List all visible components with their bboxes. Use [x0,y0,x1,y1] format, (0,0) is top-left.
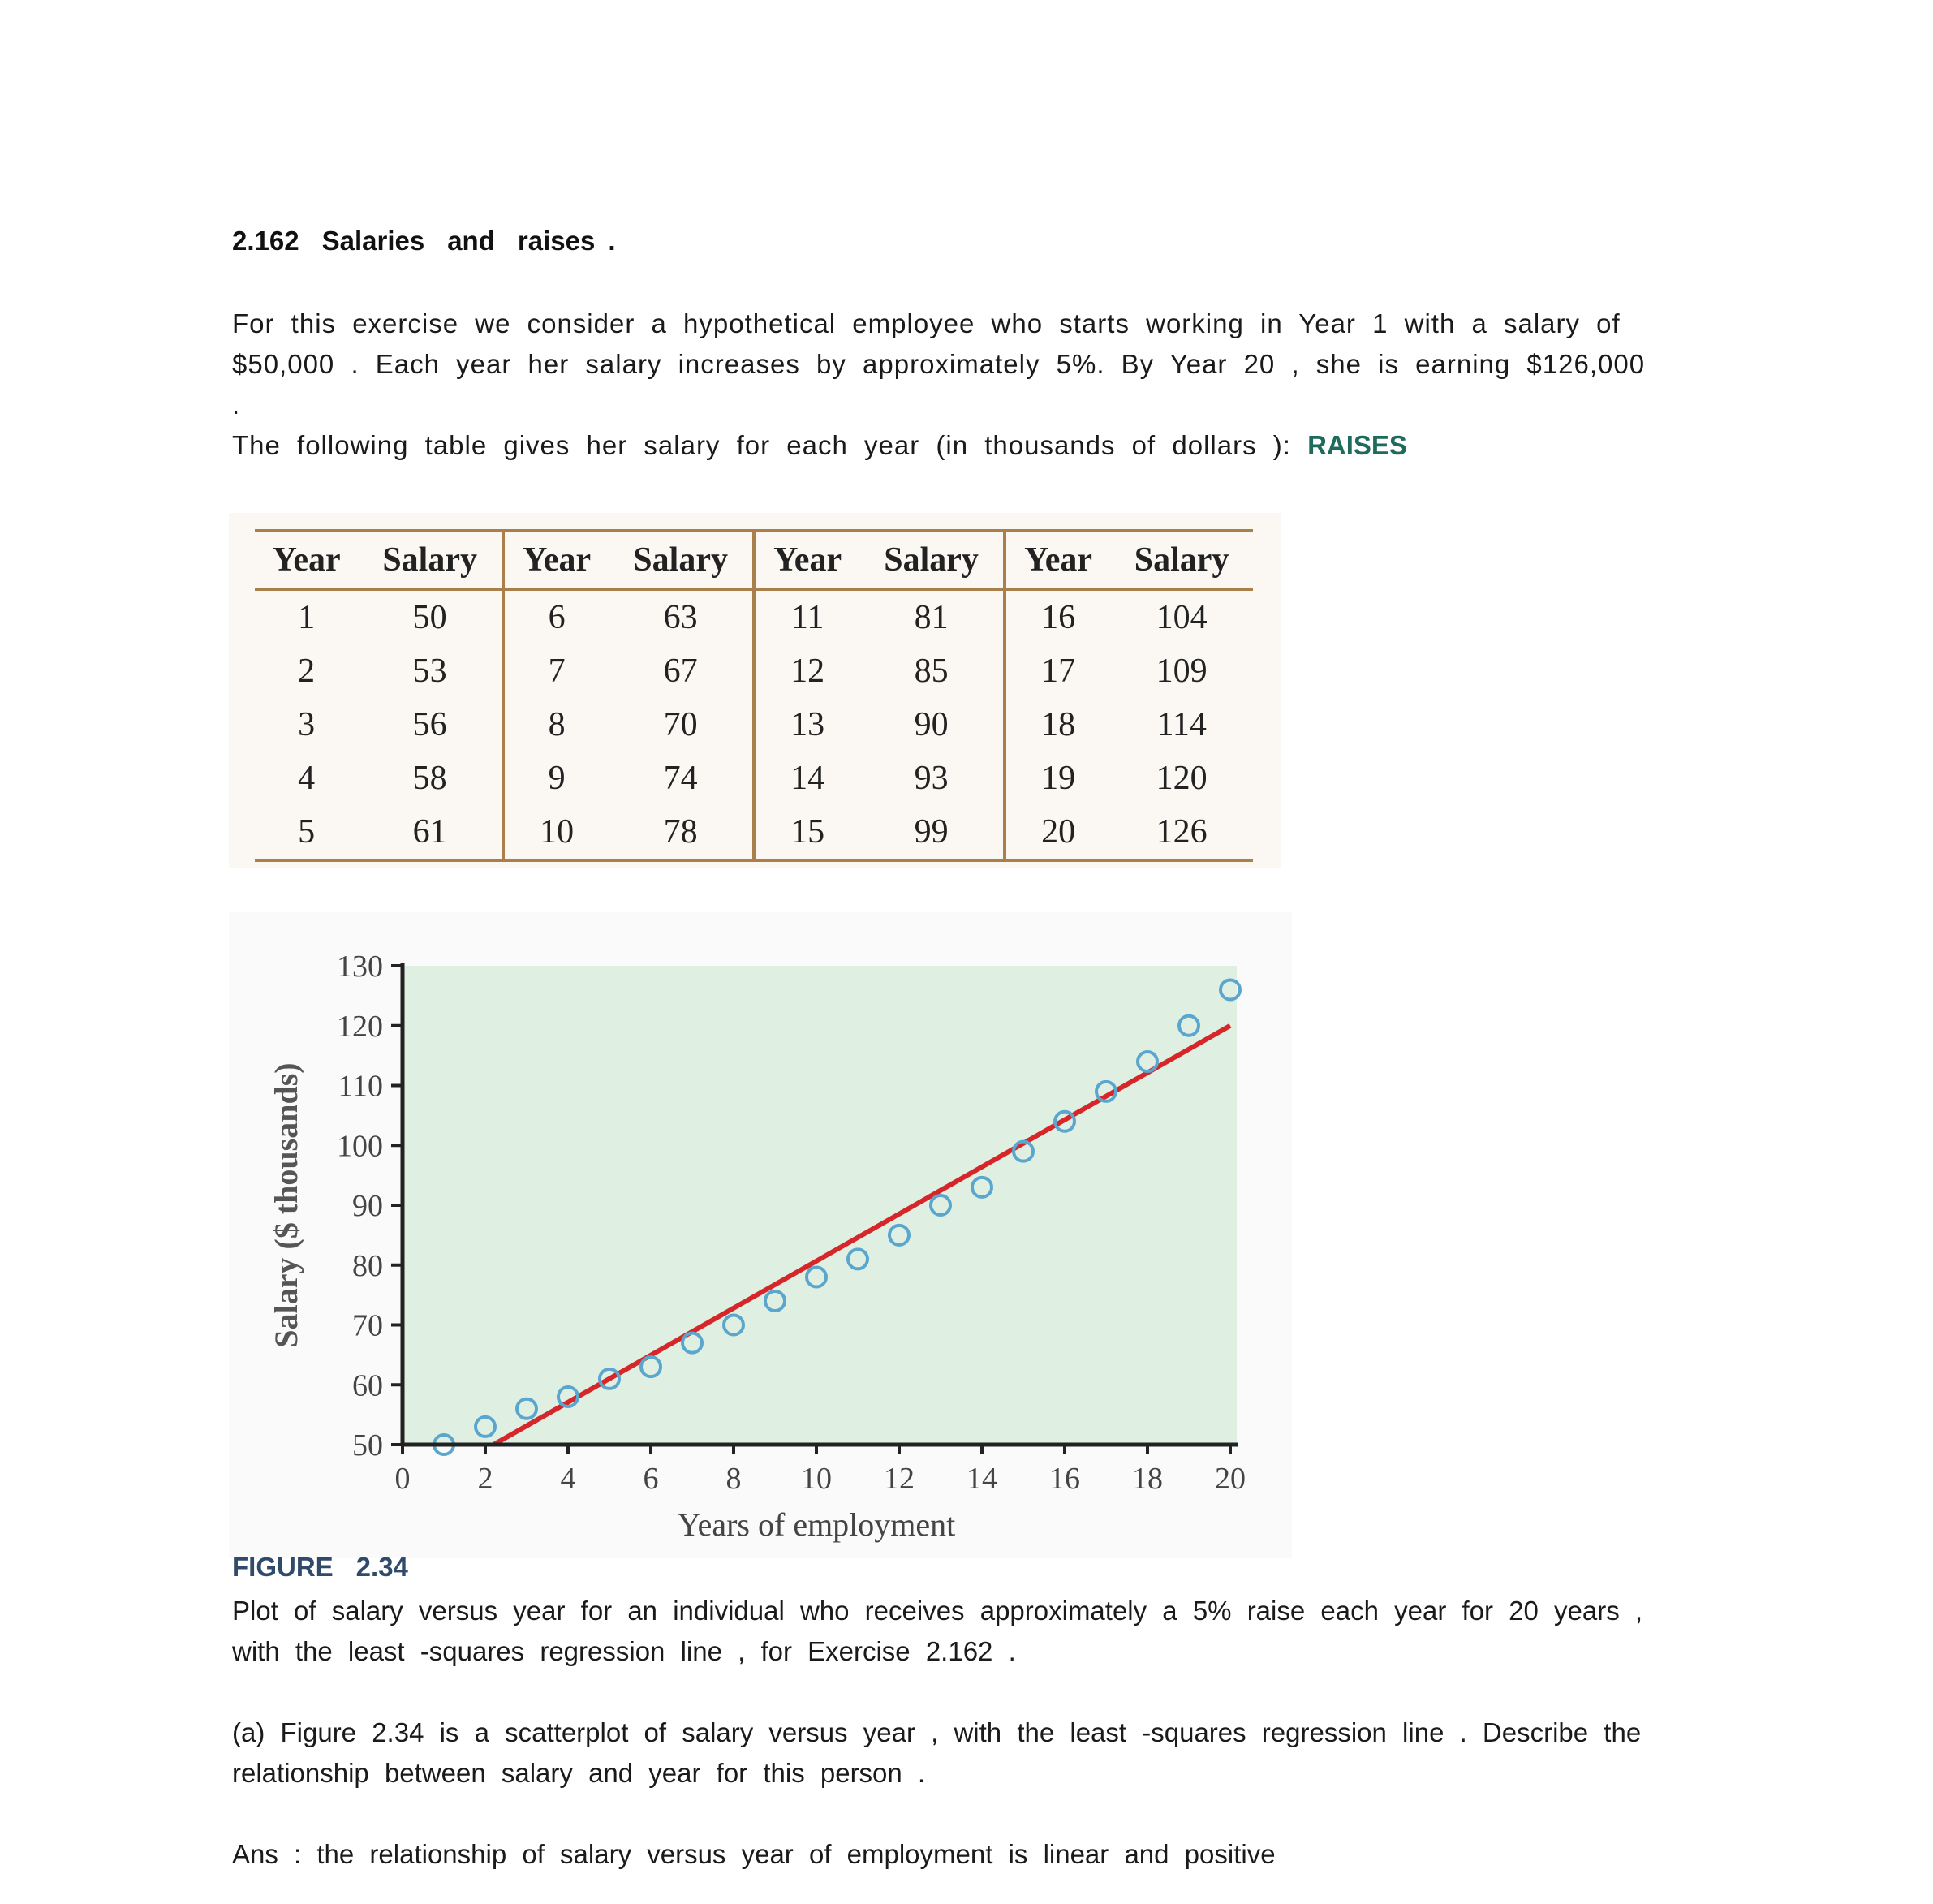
intro-text: For this exercise we consider a hypothetical employee who starts working in Year 1 with a salary of $50,000 . Each year her salary increases by approximately 5%. By Year 20 , she is earning $126,000 . [232,308,1646,420]
table-cell: 114 [1156,706,1207,743]
table-cell: 5 [255,805,358,860]
x-tick-label: 14 [966,1462,997,1496]
table-row [255,805,1253,860]
x-axis-ticks [395,1445,1246,1496]
x-tick-label: 18 [1132,1462,1163,1496]
table-cell: 99 [859,805,1005,860]
table-cell: 78 [609,805,754,860]
table-cell: 7 [503,644,609,698]
table-cell: 8 [503,698,609,752]
table-cell: 6 [503,589,609,644]
table-cell: 11 [754,589,859,644]
x-tick-label: 2 [477,1462,493,1496]
y-tick-label: 80 [352,1248,383,1283]
table-cell: 50 [412,599,447,636]
table-cell: 1 [298,599,316,636]
figure-label-word: FIGURE [232,1552,334,1582]
table-header: Year [754,531,859,589]
x-tick-label: 12 [884,1462,915,1496]
y-tick-label: 110 [338,1069,383,1104]
intro-table-line: The following table gives her salary for each year (in thousands of dollars ): [232,430,1291,460]
dataset-name: RAISES [1307,430,1407,460]
table-cell: 56 [412,706,447,743]
exercise-title-and: and [447,226,495,256]
table-cell: 13 [754,698,859,752]
table-cell: 19 [1005,752,1110,805]
table-header: Salary [859,531,1005,589]
table-row [255,698,1253,752]
y-tick-label: 120 [337,1009,383,1044]
x-tick-label: 4 [560,1462,576,1496]
x-tick-label: 6 [643,1462,659,1496]
table-cell: 16 [1005,589,1110,644]
table-cell: 126 [1110,805,1253,860]
table-row [255,644,1253,698]
x-tick-label: 16 [1049,1462,1080,1496]
table-header: Year [255,531,358,589]
table-cell: 12 [754,644,859,698]
table-header: Year [503,531,609,589]
table-cell: 61 [358,805,503,860]
table-cell: 93 [914,760,949,797]
table-cell: 63 [663,599,698,636]
table-cell: 58 [412,760,447,797]
salary-scatterplot [229,912,1292,1558]
y-tick-label: 90 [352,1189,383,1223]
table-cell: 3 [298,706,316,743]
x-tick-label: 8 [725,1462,742,1496]
salary-table-image [229,513,1281,868]
x-axis-label: Years of employment [677,1506,956,1543]
table-cell: 9 [503,752,609,805]
table-header: Salary [358,531,503,589]
table-cell: 17 [1005,644,1110,698]
table-cell: 85 [914,653,949,690]
table-cell: 18 [1005,698,1110,752]
x-tick-label: 10 [801,1462,832,1496]
figure-caption: Plot of salary versus year for an individual who receives approximately a 5% raise each year for 20 years , with the least -squares regression line , for Exercise 2.162 . [232,1596,1643,1666]
scatterplot-svg [229,912,1292,1558]
table-cell: 74 [663,760,698,797]
table-row [255,589,1253,644]
plot-background [403,966,1237,1445]
salary-table [255,529,1253,862]
exercise-title-end: raises [517,226,596,256]
table-cell: 53 [412,653,447,690]
table-row [255,752,1253,805]
x-tick-label: 20 [1215,1462,1246,1496]
y-axis-label: Salary ($ thousands) [268,1062,304,1348]
exercise-title [232,221,1660,261]
table-cell: 4 [298,760,316,797]
table-cell: 104 [1156,599,1208,636]
y-tick-label: 130 [337,950,383,984]
question-a: (a) Figure 2.34 is a scatterplot of salary versus year , with the least -squares regression line . Describe the relationship between salary and year for this person . [232,1717,1642,1788]
table-cell: 10 [503,805,609,860]
table-header: Year [1005,531,1110,589]
exercise-title-period: . [608,226,616,256]
y-tick-label: 100 [337,1129,383,1164]
table-cell: 20 [1005,805,1110,860]
table-cell: 15 [754,805,859,860]
x-tick-label: 0 [394,1462,411,1496]
table-cell: 109 [1156,653,1208,690]
table-cell: 14 [754,752,859,805]
intro-paragraph [232,304,1660,466]
exercise-number: 2.162 [232,226,299,256]
table-cell: 90 [914,706,949,743]
table-cell: 81 [914,599,949,636]
table-cell: 120 [1156,760,1208,797]
table-header-row [255,531,1253,589]
y-axis-ticks [337,950,403,1462]
table-header: Salary [609,531,754,589]
answer-a: Ans : the relationship of salary versus year of employment is linear and positive [232,1839,1276,1869]
y-tick-label: 70 [352,1308,383,1343]
exercise-title-word: Salaries [321,226,425,256]
table-cell: 70 [663,706,698,743]
y-tick-label: 50 [352,1428,383,1462]
figure-label [232,1552,431,1583]
figure-number: 2.34 [355,1552,408,1582]
table-header: Salary [1110,531,1253,589]
table-cell: 67 [663,653,698,690]
table-cell: 2 [298,653,316,690]
y-tick-label: 60 [352,1368,383,1403]
